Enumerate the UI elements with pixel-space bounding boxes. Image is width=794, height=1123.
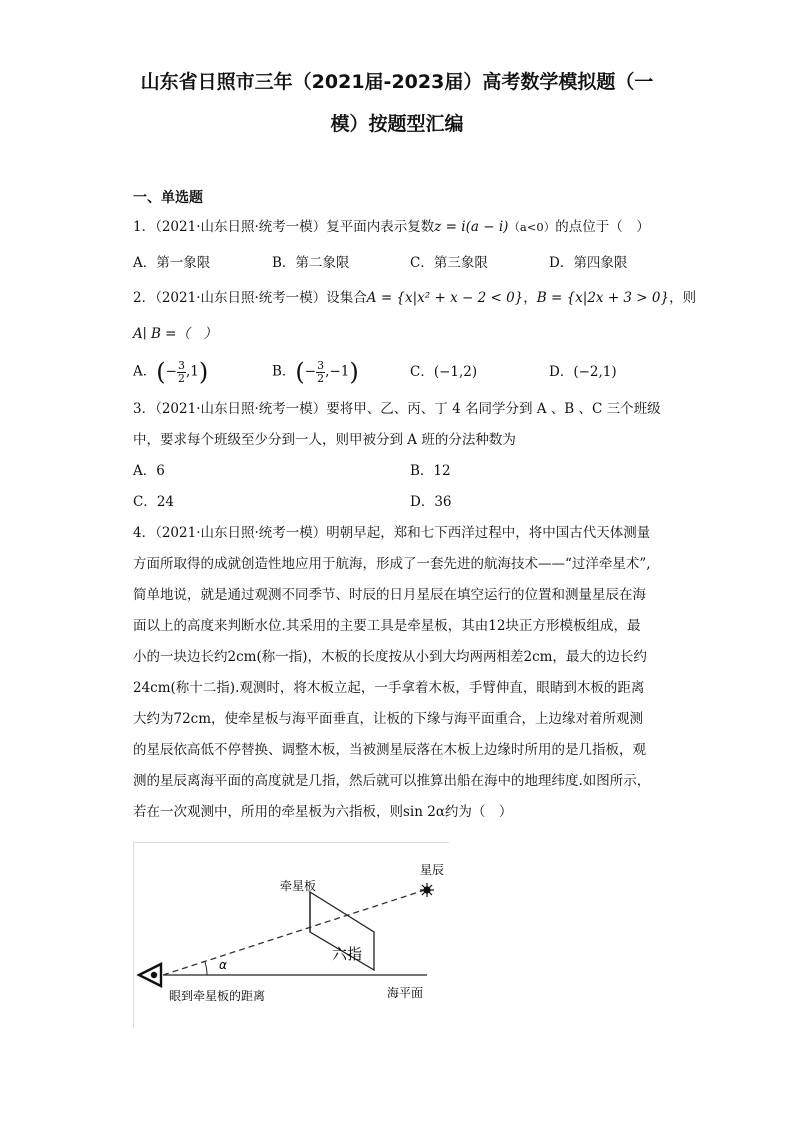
question-3-stem-line-2: 中，要求每个班级至少分到一人，则甲被分到 A 班的分法种数为 <box>133 432 516 448</box>
alpha-label: α <box>219 958 227 972</box>
q2-option-a: A．(− $\frac{3}{2}$ ,1) <box>133 358 209 387</box>
q1-text-a: 1．（2021·山东日照·统考一模）复平面内表示复数 <box>133 219 435 235</box>
question-4-line-1: 4．（2021·山东日照·统考一模）明朝早起，郑和七下西洋过程中，将中国古代天体测量 <box>133 525 651 541</box>
q1-expression: z = i(a − i) <box>434 219 509 235</box>
question-4-line-7: 大约为72cm，使牵星板与海平面垂直，让板的下缘与海平面重合，上边缘对着所观测 <box>133 711 644 727</box>
document-title-line-1: 山东省日照市三年（2021届-2023届）高考数学模拟题（一 <box>140 71 654 93</box>
question-4-line-3: 简单地说，就是通过观测不同季节、时辰的日月星辰在填空运行的位置和测量星辰在海 <box>133 587 646 603</box>
section-heading: 一、单选题 <box>133 190 203 206</box>
question-4-line-2: 方面所取得的成就创造性地应用于航海，形成了一套先进的航海技术——“过洋牵星术”, <box>133 556 651 572</box>
star-icon <box>420 883 434 897</box>
q2-stem-line-2 <box>133 328 217 342</box>
q2-option-a-fraction: $\frac{3}{2}$ <box>177 359 185 385</box>
q1-option-b: B．第二象限 <box>272 255 350 271</box>
q1-option-d: D．第四象限 <box>549 255 628 271</box>
q2-option-b: B．(− $\frac{3}{2}$ ,−1) <box>272 358 359 387</box>
angle-arc <box>205 962 207 975</box>
question-4-line-6: 24cm(称十二指).观测时，将木板立起，一手拿着木板，手臂伸直，眼睛到木板的距离 <box>133 680 645 696</box>
q2-set-a: A = {x|x² + x − 2 < 0} <box>366 290 524 306</box>
q3-option-c: C．24 <box>133 494 175 510</box>
question-4-line-4: 面以上的高度来判断水位.其采用的主要工具是牵星板，其由12块正方形模板组成，最 <box>133 618 641 634</box>
q2-set-b: B = {x|2x + 3 > 0} <box>536 290 670 306</box>
eye-icon <box>139 964 161 986</box>
eye-distance-label: 眼到牵星板的距离 <box>169 989 266 1003</box>
q2-option-b-rest: ,−1 <box>325 363 350 380</box>
document-title-line-2: 模）按题型汇编 <box>330 113 464 135</box>
question-4-line-5: 小的一块边长约2cm(称一指)，木板的长度按从小到大均两两相差2cm，最大的边长约 <box>133 649 647 665</box>
q2-option-a-label: A． <box>133 363 157 380</box>
q2-option-c: C．(−1,2) <box>410 364 478 380</box>
q1-option-a: A．第一象限 <box>133 255 211 271</box>
q3-option-b: B．12 <box>410 463 451 479</box>
question-4-line-9: 测的星辰离海平面的高度就是几指，然后就可以推算出船在海中的地理纬度.如图所示， <box>133 773 651 789</box>
q2-text-a: 2．（2021·山东日照·统考一模）设集合 <box>133 290 367 306</box>
q2-text-b: ，则 <box>669 290 697 306</box>
star-board-figure <box>133 842 449 1028</box>
q2-option-d: D．(−2,1) <box>549 364 617 380</box>
question-4-line-10: 若在一次观测中，所用的牵星板为六指板，则sin 2α约为（ ） <box>133 804 513 820</box>
question-4-line-8: 的星辰依高低不停替换、调整木板，当被测星辰落在木板上边缘时所用的是几指板，观 <box>133 742 646 758</box>
q2-option-b-fraction: $\frac{3}{2}$ <box>317 359 325 385</box>
question-3-stem-line-1: 3．（2021·山东日照·统考一模）要将甲、乙、丙、丁 4 名同学分到 A 、B 、C 三个班级 <box>133 401 661 417</box>
q1-condition: （a<0） <box>508 220 556 234</box>
figure-svg <box>133 842 449 1028</box>
sight-line <box>163 890 425 975</box>
q2-intersection: A∣ B =（ ） <box>133 326 217 342</box>
question-2-stem <box>133 292 696 306</box>
six-finger-label: 六指 <box>332 945 363 963</box>
q1-option-c: C．第三象限 <box>410 255 488 271</box>
q3-option-a: A．6 <box>133 463 165 479</box>
star-label: 星辰 <box>420 863 445 877</box>
board-label: 牵星板 <box>280 879 317 893</box>
q3-option-d: D．36 <box>410 494 452 510</box>
question-1-stem <box>133 221 650 235</box>
q2-comma: ， <box>523 290 537 306</box>
q1-text-b: 的点位于（ ） <box>555 219 650 235</box>
q2-option-a-rest: ,1 <box>185 363 199 380</box>
sea-level-label: 海平面 <box>387 986 424 1000</box>
q2-option-b-label: B． <box>272 363 296 380</box>
